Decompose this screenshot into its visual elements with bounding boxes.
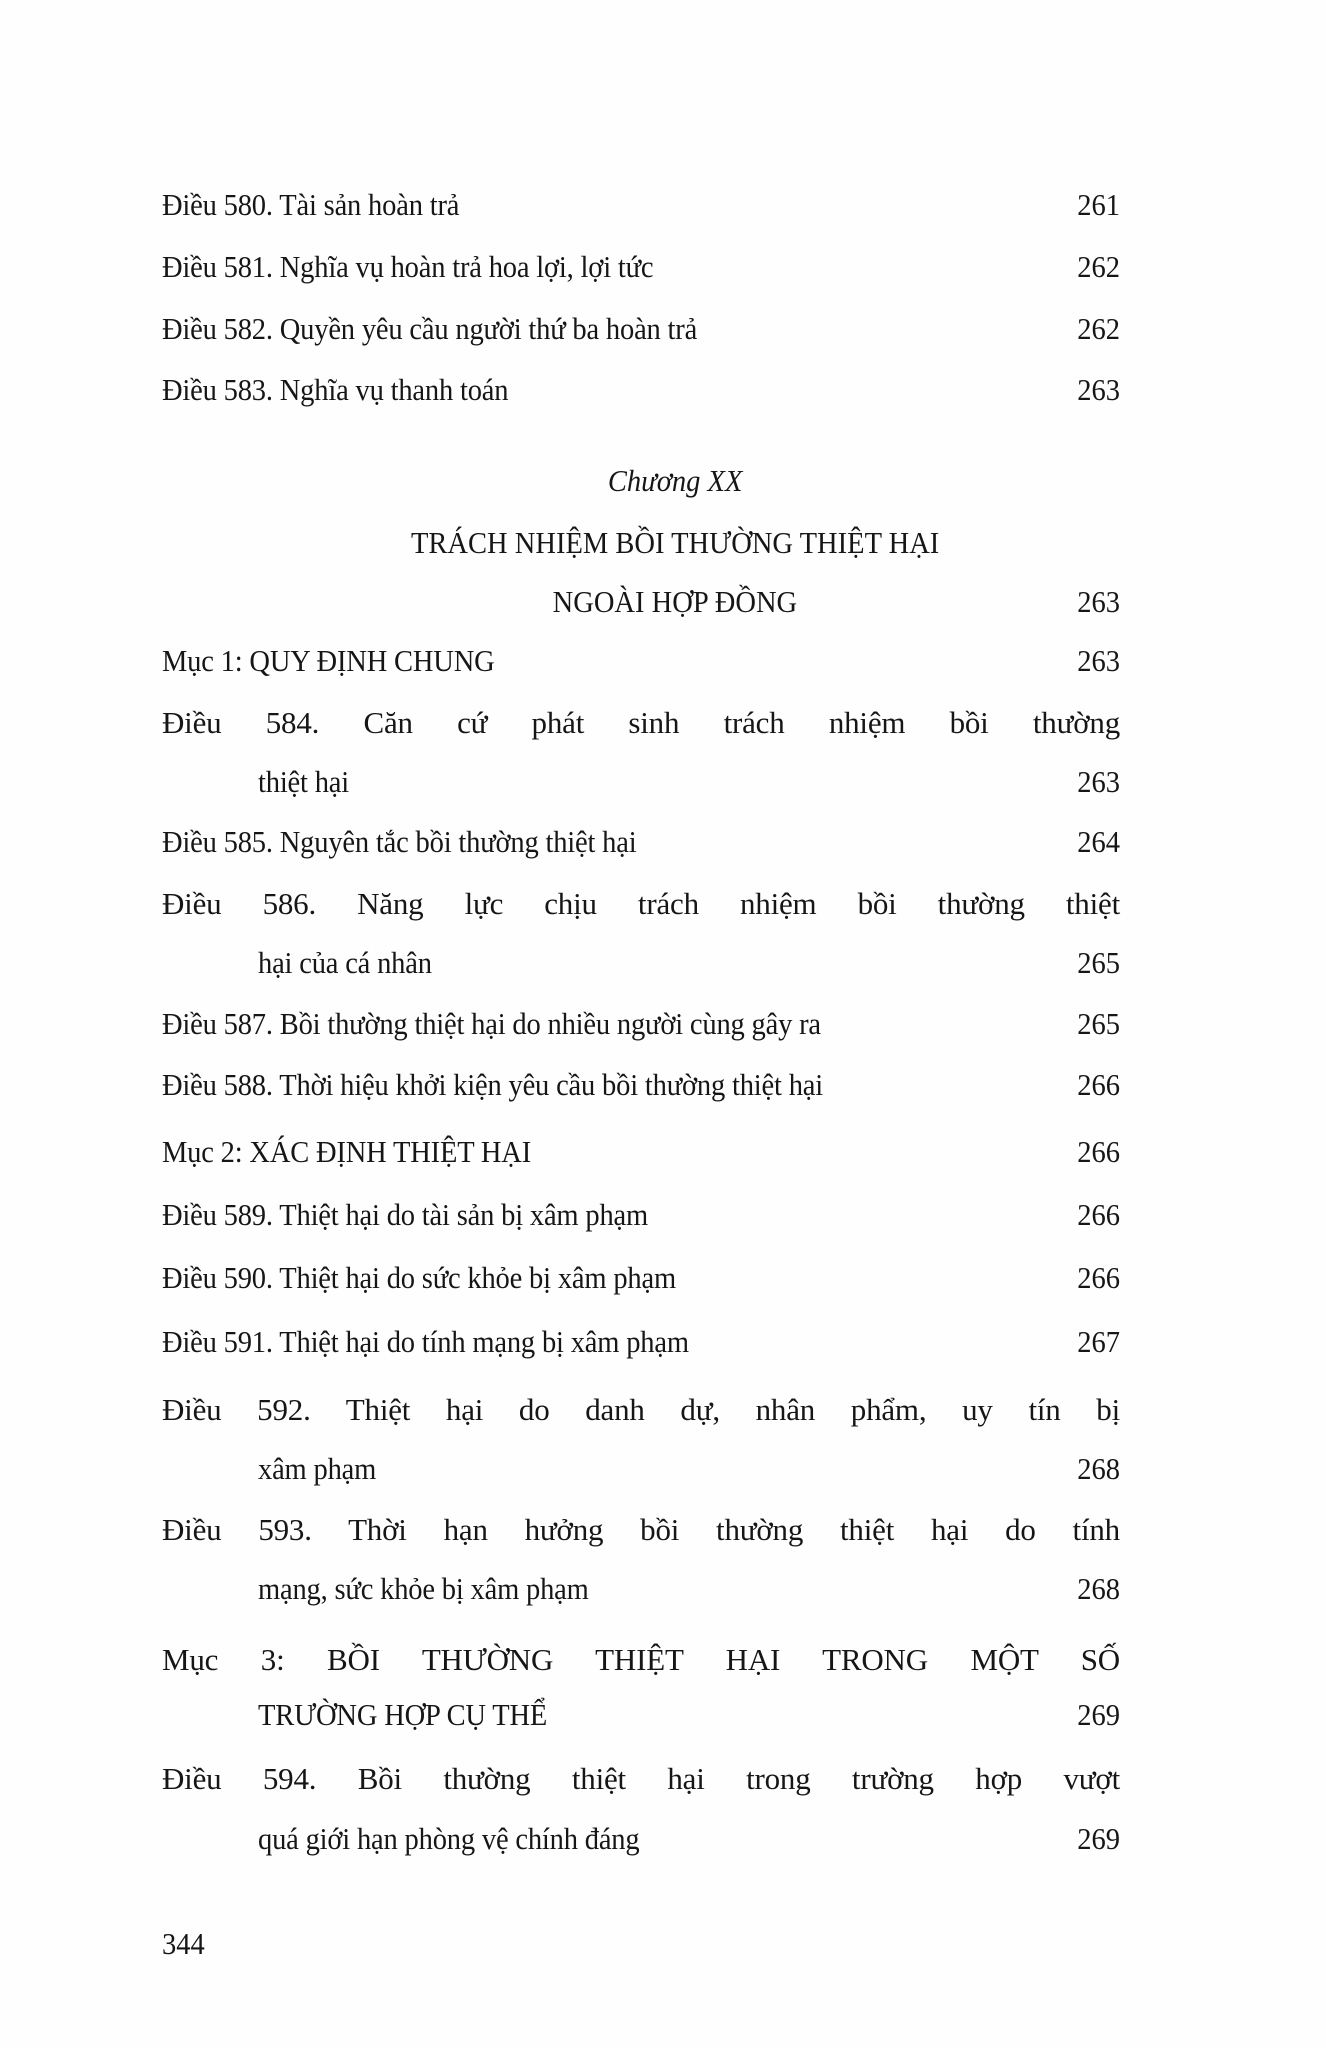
toc-entry-586	[162, 882, 1120, 926]
toc-entry-582	[162, 307, 1120, 351]
toc-page-number: 268	[1077, 1451, 1120, 1486]
toc-entry-586-continuation	[258, 941, 1120, 985]
toc-entry-581	[162, 245, 1120, 289]
toc-page-number: 263	[1077, 372, 1120, 407]
toc-entry-589	[162, 1193, 1120, 1237]
toc-entry-label: Điều 594. Bồi thường thiệt hại trong trường hợp vượt	[162, 1761, 1120, 1796]
toc-entry-588	[162, 1063, 1120, 1107]
chapter-page-number: 263	[1077, 584, 1120, 619]
toc-entry-label: Điều 580. Tài sản hoàn trả	[162, 187, 460, 222]
toc-entry-label: Điều 593. Thời hạn hưởng bồi thường thiệt hại do tính	[162, 1512, 1120, 1547]
toc-entry-592	[162, 1388, 1120, 1432]
toc-page-number: 265	[1077, 945, 1120, 980]
toc-entry-label: Điều 588. Thời hiệu khởi kiện yêu cầu bồi thường thiệt hại	[162, 1067, 823, 1102]
toc-page-number: 266	[1077, 1197, 1120, 1232]
toc-entry-580	[162, 183, 1120, 227]
section-page-number: 266	[1077, 1134, 1120, 1169]
toc-entry-585	[162, 820, 1120, 864]
section-heading-3-continuation	[258, 1693, 1120, 1737]
toc-entry-583	[162, 368, 1120, 412]
section-page-number: 269	[1077, 1697, 1120, 1732]
toc-entry-label: Điều 589. Thiệt hại do tài sản bị xâm phạm	[162, 1197, 649, 1232]
toc-entry-label: Điều 585. Nguyên tắc bồi thường thiệt hại	[162, 824, 637, 859]
toc-entry-591	[162, 1320, 1120, 1364]
toc-entry-label: thiệt hại	[258, 764, 350, 799]
toc-entry-584-continuation	[258, 760, 1120, 804]
toc-page-number: 262	[1077, 311, 1120, 346]
toc-entry-label: Điều 587. Bồi thường thiệt hại do nhiều người cùng gây ra	[162, 1006, 821, 1041]
toc-entry-594	[162, 1757, 1120, 1801]
toc-entry-592-continuation	[258, 1447, 1120, 1491]
toc-page-number: 261	[1077, 187, 1120, 222]
toc-entry-label: hại của cá nhân	[258, 945, 432, 980]
page-number: 344	[162, 1926, 205, 1961]
toc-page-number: 268	[1077, 1571, 1120, 1606]
toc-page-number: 262	[1077, 249, 1120, 284]
toc-entry-label: quá giới hạn phòng vệ chính đáng	[258, 1821, 640, 1856]
chapter-label-text: Chương XX	[607, 463, 743, 498]
chapter-title-line2	[12, 580, 1326, 624]
toc-entry-584	[162, 701, 1120, 745]
chapter-title-text: TRÁCH NHIỆM BỒI THƯỜNG THIỆT HẠI	[410, 525, 940, 560]
toc-page-number: 263	[1077, 764, 1120, 799]
section-title: Mục 3: BỒI THƯỜNG THIỆT HẠI TRONG MỘT SỐ	[162, 1642, 1120, 1677]
section-heading-2	[162, 1130, 1120, 1174]
toc-page-number: 266	[1077, 1260, 1120, 1295]
toc-entry-label: Điều 582. Quyền yêu cầu người thứ ba hoàn trả	[162, 311, 698, 346]
chapter-label	[12, 459, 1326, 503]
toc-entry-label: mạng, sức khỏe bị xâm phạm	[258, 1571, 589, 1606]
toc-entry-label: Điều 586. Năng lực chịu trách nhiệm bồi thường thiệt	[162, 886, 1120, 921]
toc-page-number: 265	[1077, 1006, 1120, 1041]
chapter-title-line1	[12, 521, 1326, 565]
toc-entry-label: Điều 590. Thiệt hại do sức khỏe bị xâm phạm	[162, 1260, 676, 1295]
toc-entry-593	[162, 1508, 1120, 1552]
toc-entry-label: Điều 584. Căn cứ phát sinh trách nhiệm bồi thường	[162, 705, 1120, 740]
toc-entry-label: Điều 591. Thiệt hại do tính mạng bị xâm phạm	[162, 1324, 689, 1359]
section-heading-3	[162, 1638, 1120, 1682]
toc-entry-594-continuation	[258, 1817, 1120, 1861]
section-page-number: 263	[1077, 643, 1120, 678]
section-title: TRƯỜNG HỢP CỤ THỂ	[258, 1697, 548, 1732]
toc-entry-label: xâm phạm	[258, 1451, 377, 1486]
toc-entry-593-continuation	[258, 1567, 1120, 1611]
toc-page-number: 264	[1077, 824, 1120, 859]
toc-entry-label: Điều 592. Thiệt hại do danh dự, nhân phẩm, uy tín bị	[162, 1392, 1120, 1427]
toc-entry-587	[162, 1002, 1120, 1046]
toc-entry-label: Điều 581. Nghĩa vụ hoàn trả hoa lợi, lợi tức	[162, 249, 654, 284]
chapter-title-text: NGOÀI HỢP ĐỒNG	[552, 584, 798, 619]
toc-entry-label: Điều 583. Nghĩa vụ thanh toán	[162, 372, 509, 407]
toc-page-number: 269	[1077, 1821, 1120, 1856]
toc-entry-590	[162, 1256, 1120, 1300]
section-heading-1	[162, 639, 1120, 683]
toc-page-number: 267	[1077, 1324, 1120, 1359]
section-title: Mục 1: QUY ĐỊNH CHUNG	[162, 643, 495, 678]
section-title: Mục 2: XÁC ĐỊNH THIỆT HẠI	[162, 1134, 532, 1169]
toc-page-number: 266	[1077, 1067, 1120, 1102]
